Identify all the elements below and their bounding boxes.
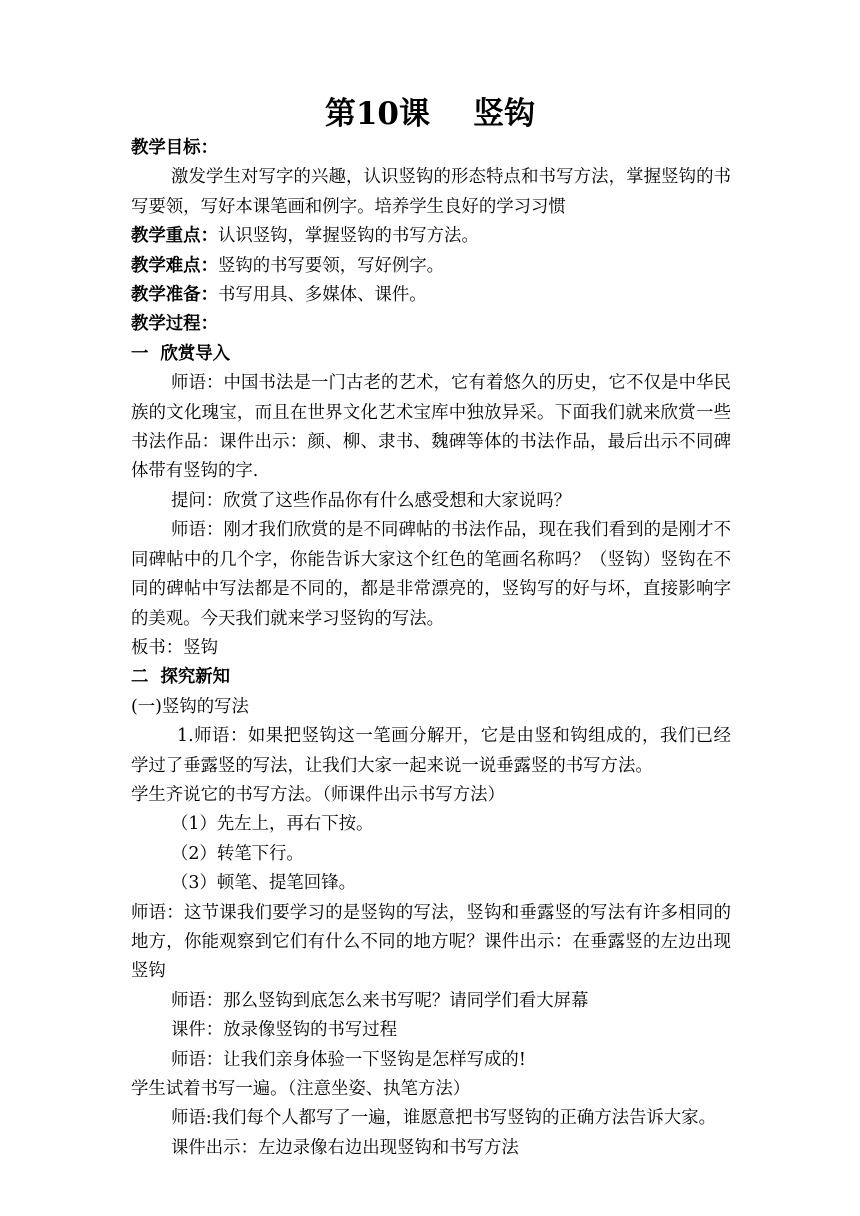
lesson-body — [131, 134, 731, 1163]
section2-list-item: （3）顿笔、提笔回锋。 — [171, 873, 356, 894]
section2-subheading: (一)竖钩的写法 — [131, 696, 249, 717]
objectives-label: 教学目标： — [131, 138, 218, 158]
section2-paragraph: 师语：让我们亲身体验一下竖钩是怎样写成的! — [171, 1049, 526, 1070]
section2-list-item: （2）转笔下行。 — [171, 843, 304, 864]
section2-paragraph: 师语：那么竖钩到底怎么来书写呢？请同学们看大屏幕 — [171, 990, 589, 1011]
section1-paragraph: 师语：中国书法是一门古老的艺术，它有着悠久的历史，它不仅是中华民族的文化瑰宝，而且在世界文化艺术宝库中独放异采。下面我们就来欣赏一些书法作品：课件出示：颜、柳、隶书、魏碑等体的书法作品，最后出示不同碑体带有竖钩的字. — [131, 373, 731, 482]
section2-list-item: （1）先左上，再右下按。 — [171, 814, 374, 835]
section2-paragraph: 师语:我们每个人都写了一遍，谁愿意把书写竖钩的正确方法告诉大家。 — [171, 1108, 716, 1129]
section1-heading: 一 欣赏导入 — [131, 343, 231, 364]
section1-paragraph: 提问：欣赏了这些作品你有什么感受想和大家说吗？ — [171, 490, 571, 511]
section2-paragraph: 课件：放录像竖钩的书写过程 — [171, 1020, 398, 1041]
section2-heading: 二 探究新知 — [131, 667, 231, 688]
section2-paragraph: 1.师语：如果把竖钩这一笔画分解开，它是由竖和钩组成的，我们已经学过了垂露竖的写法，让我们大家一起来说一说垂露竖的书写方法。 — [131, 726, 731, 776]
objectives-text: 激发学生对写字的兴趣，认识竖钩的形态特点和书写方法，掌握竖钩的书写要领，写好本课笔画和例字。培养学生良好的学习习惯 — [131, 167, 731, 217]
section2-paragraph: 师语：这节课我们要学习的是竖钩的写法，竖钩和垂露竖的写法有许多相同的地方，你能观察到它们有什么不同的地方呢？课件出示：在垂露竖的左边出现竖钩 — [131, 902, 731, 982]
difficulties-label: 教学难点： — [131, 255, 218, 276]
section2-paragraph: 学生试着书写一遍。（注意坐姿、执笔方法） — [131, 1079, 471, 1099]
key-points-label: 教学重点： — [131, 226, 218, 247]
process-label: 教学过程： — [131, 314, 218, 335]
preparation — [131, 281, 731, 310]
section1-paragraph: 板书：竖钩 — [131, 637, 218, 658]
preparation-text: 书写用具、多媒体、课件。 — [217, 285, 427, 306]
section1-paragraph: 师语：刚才我们欣赏的是不同碑帖的书法作品，现在我们看到的是刚才不同碑帖中的几个字，你能告诉大家这个红色的笔画名称吗？（竖钩）竖钩在不同的碑帖中写法都是不同的，都是非常漂亮的，竖钩写的好与坏，直接影响字的美观。今天我们就来学习竖钩的写法。 — [131, 520, 731, 629]
section2-paragraph: 学生齐说它的书写方法。（师课件出示书写方法） — [131, 784, 505, 805]
preparation-label: 教学准备： — [131, 285, 218, 306]
difficulties-text: 竖钩的书写要领，写好例字。 — [217, 255, 445, 276]
difficulties — [131, 252, 731, 281]
key-points — [131, 222, 731, 251]
lesson-title: 第10课 竖钩 — [324, 96, 536, 132]
key-points-text: 认识竖钩，掌握竖钩的书写方法。 — [217, 226, 479, 247]
section2-paragraph: 课件出示：左边录像右边出现竖钩和书写方法 — [171, 1137, 519, 1158]
